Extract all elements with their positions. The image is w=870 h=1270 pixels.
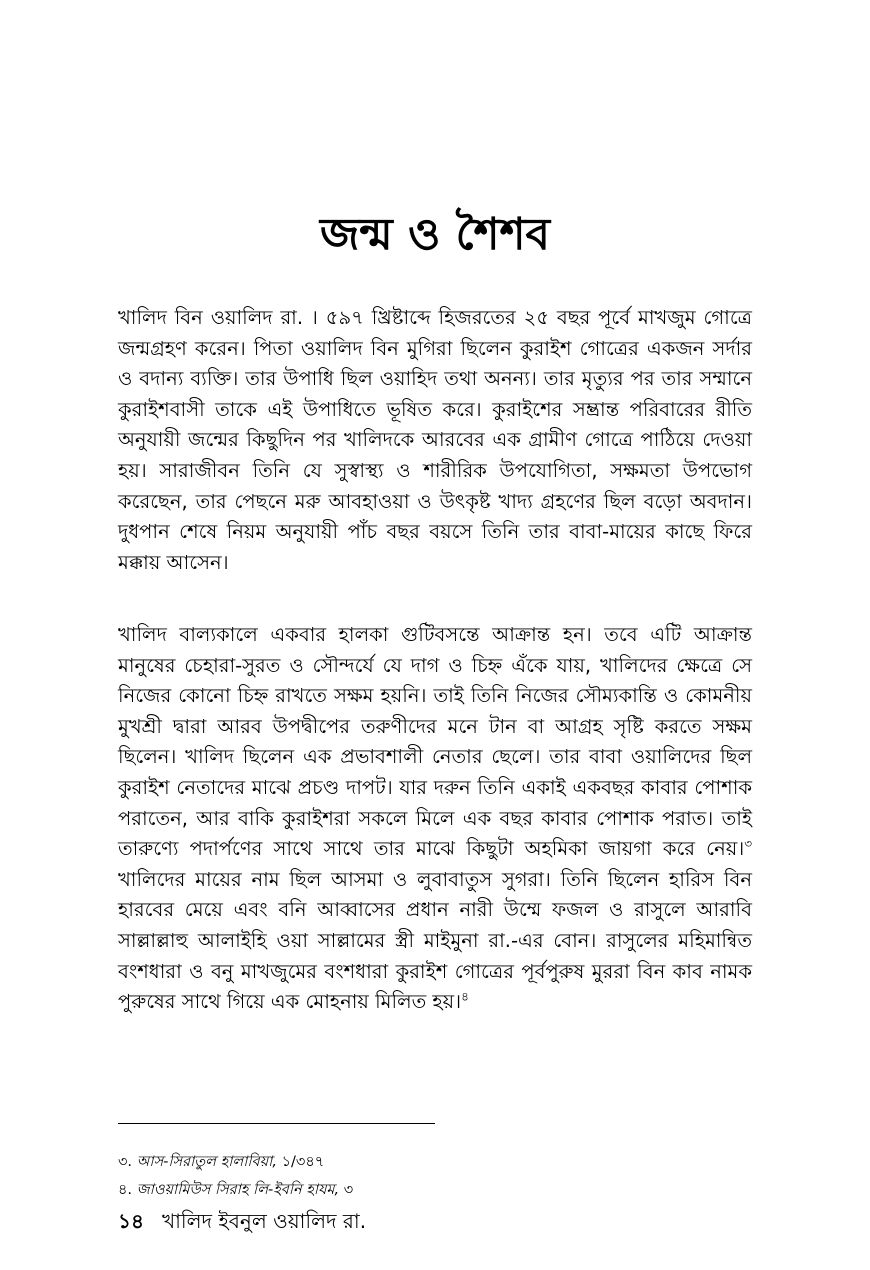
running-book-title: খালিদ ইবনুল ওয়ালিদ রা. [161, 1209, 367, 1233]
page-footer [118, 1206, 366, 1236]
page-number: ১৪ [118, 1209, 144, 1233]
footnote-detail: ১/৩৪৭ [277, 1154, 325, 1170]
footnote [118, 1180, 353, 1200]
footnote-ref: ৪ [461, 989, 469, 1004]
footnote-divider [118, 1123, 435, 1124]
footnote-ref: ৩ [744, 836, 752, 851]
paragraph-text: খালিদ বাল্যকালে একবার হালকা গুটিবসন্তে আক্রান্ত হন। তবে এটি আক্রান্ত মানুষের চেহারা-সুরত ও সৌন্দর্যে যে দাগ ও চিহ্ন এঁকে যায়, খালিদের ক্ষেত্রে সে নিজের কোনো চিহ্ন রাখতে সক্ষম হয়নি। তাই তিনি নিজের সৌম্যকান্তি ও কোমনীয় মুখশ্রী দ্বারা আরব উপদ্বীপের তরুণীদের মনে টান বা আগ্রহ সৃষ্টি করতে সক্ষম ছিলেন। খালিদ ছিলেন এক প্রভাবশালী নেতার ছেলে। তার বাবা ওয়ালিদের ছিল কুরাইশ নেতাদের মাঝে প্রচণ্ড দাপট। যার দরুন তিনি একাই একবছর কাবার পোশাক পরাতেন, আর বাকি কুরাইশরা সকলে মিলে এক বছর কাবার পোশাক পরাত। তাই তারুণ্যে পদার্পণের সাথে সাথে তার মাঝে কিছুটা অহমিকা জায়গা করে নেয়। [118, 623, 752, 861]
page-title: জন্ম ও শৈশব [319, 209, 551, 260]
body-paragraph: খালিদ বিন ওয়ালিদ রা. । ৫৯৭ খ্রিষ্টাব্দে হিজরতের ২৫ বছর পূর্বে মাখজুম গোত্রে জন্মগ্রহণ করেন। পিতা ওয়ালিদ বিন মুগিরা ছিলেন কুরাইশ গোত্রের একজন সর্দার ও বদান্য ব্যক্তি। তার উপাধি ছিল ওয়াহিদ তথা অনন্য। তার মৃত্যুর পর তার সম্মানে কুরাইশবাসী তাকে এই উপাধিতে ভূষিত করে। কুরাইশের সম্ভ্রান্ত পরিবারের রীতি অনুযায়ী জন্মের কিছুদিন পর খালিদকে আরবের এক গ্রামীণ গোত্রে পাঠিয়ে দেওয়া হয়। সারাজীবন তিনি যে সুস্বাস্থ্য ও শারীরিক উপযোগিতা, সক্ষমতা উপভোগ করেছেন, তার পেছনে মরু আবহাওয়া ও উৎকৃষ্ট খাদ্য গ্রহণের ছিল বড়ো অবদান। দুধপান শেষে নিয়ম অনুযায়ী পাঁচ বছর বয়সে তিনি তার বাবা-মায়ের কাছে ফিরে মক্কায় আসেন। [118, 306, 752, 574]
body-paragraph [118, 620, 752, 1018]
footnote [118, 1152, 324, 1172]
footnote-title: জাওয়ামিউস সিরাহ লি-ইবনি হাযম, [136, 1182, 340, 1198]
footnote-number: ৪. [118, 1182, 133, 1198]
footnote-detail: ৩ [339, 1182, 354, 1198]
footnote-number: ৩. [118, 1154, 133, 1170]
footnote-title: আস-সিরাতুল হালাবিয়া, [136, 1154, 277, 1170]
paragraph-text: খালিদের মায়ের নাম ছিল আসমা ও লুবাবাতুস সুগরা। তিনি ছিলেন হারিস বিন হারবের মেয়ে এবং বনি আব্বাসের প্রধান নারী উম্মে ফজল ও রাসুলে আরাবি সাল্লাল্লাহু আলাইহি ওয়া সাল্লামের স্ত্রী মাইমুনা রা.-এর বোন। রাসুলের মহিমান্বিত বংশধারা ও বনু মাখজুমের বংশধারা কুরাইশ গোত্রের পূর্বপুরুষ মুররা বিন কাব নামক পুরুষের সাথে গিয়ে এক মোহনায় মিলিত হয়। [118, 867, 752, 1014]
